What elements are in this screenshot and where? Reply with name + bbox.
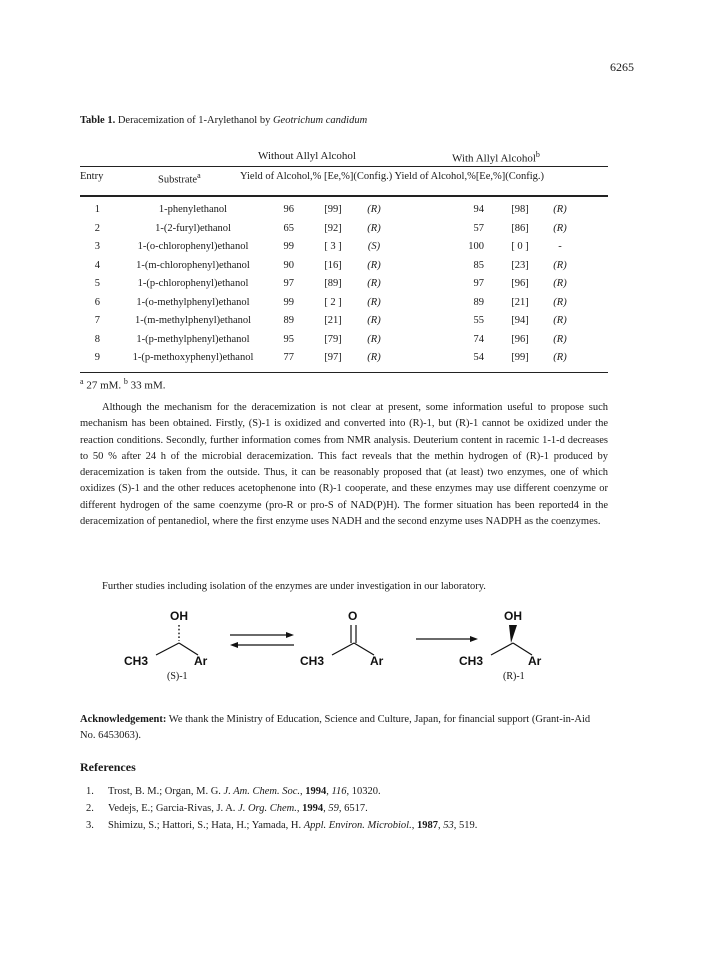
cell-cf1: (R): [367, 222, 381, 234]
table-row: [0, 334, 701, 352]
cell-y1: 96: [283, 204, 294, 215]
acknowledgement-label: Acknowledgement:: [80, 714, 167, 725]
cell-substrate: 1-(m-methylphenyl)ethanol: [134, 315, 252, 326]
table-row: [0, 241, 701, 259]
header-yield: Yield of Alcohol,% [Ee,%](Config.) Yield of Alcohol,%[Ee,%](Config.): [240, 171, 545, 182]
reference-item: [86, 786, 381, 797]
cell-entry: 6: [94, 296, 100, 308]
cell-ee2: [98]: [511, 204, 529, 215]
cell-entry: 1: [94, 204, 100, 215]
header-with-allyl-sup: b: [535, 150, 540, 159]
cell-cf2: (R): [553, 315, 567, 326]
header-with-allyl: With Allyl Alcohol$^b$: [452, 150, 540, 165]
reference-pages: , 519.: [453, 820, 478, 831]
scheme-ch3-middle: CH3: [300, 654, 325, 668]
reference-authors: Shimizu, S.; Hattori, S.; Hata, H.; Yamada, H.: [108, 820, 304, 831]
cell-substrate: 1-(2-furyl)ethanol: [155, 222, 231, 234]
cell-substrate: 1-(o-chlorophenyl)ethanol: [137, 241, 249, 252]
cell-ee2: [ 0 ]: [511, 241, 529, 252]
cell-ee1: [99]: [324, 204, 342, 215]
cell-entry: 2: [94, 222, 100, 234]
cell-ee2: [23]: [511, 259, 529, 271]
cell-y1: 95: [283, 333, 294, 345]
table-row: [0, 204, 701, 222]
cell-substrate: 1-(m-chlorophenyl)ethanol: [136, 259, 250, 271]
cell-entry: 4: [94, 259, 100, 271]
cell-cf2: (R): [553, 204, 567, 215]
table-top-rule: [80, 166, 608, 167]
cell-ee2: [96]: [511, 278, 529, 289]
body-paragraph-1: Although the mechanism for the deracemization is not clear at present, some information useful to propose such mechanism has been obtained. Firstly, (S)-1 is oxidized and converted into (R)-1, but (R)-1 cannot be oxidized under the reaction conditions. Secondly, further information comes from NMR analysis. Deuterium content in racemic 1-1-d decreases to 50 % after 24 h of the microbial deracemization. This fact reveals that the methin hydrogen of (R)-1 produced by deracemization is taken from the outside. Thus, it can be reasonably proposed that (at least) two enzymes, one of which oxidizes (S)-1 and the other reduces acetophenone into (R)-1 cooperate, and these enzymes may use different coenzyme or different hydrogen of the same coenzyme (pro-R or pro-S of NAD(P)H). The former situation has been reported4 in the deracemization of pentanediol, where the first enzyme uses NADH and the second enzyme uses NADPH as the coenzymes.: [80, 402, 608, 528]
reference-journal: Appl. Environ. Microbiol.: [303, 820, 412, 831]
cell-y1: 77: [283, 352, 294, 363]
reference-item: [86, 803, 368, 814]
table-caption-label: Table 1.: [80, 115, 116, 126]
footnote-b-mark: b: [123, 377, 128, 386]
reference-vol: 59: [328, 803, 339, 814]
scheme-oh-right: OH: [504, 609, 522, 623]
header-without-allyl: Without Allyl Alcohol: [258, 150, 356, 162]
reference-sep: ,: [411, 820, 417, 831]
cell-substrate: 1-(p-methoxyphenyl)ethanol: [132, 352, 254, 363]
reference-year: 1987: [416, 820, 438, 831]
cell-y2: 94: [473, 204, 484, 215]
cell-y1: 99: [283, 241, 294, 252]
footnote-b-text: 33 mM.: [127, 379, 166, 392]
cell-cf2: (R): [553, 352, 567, 363]
cell-cf1: (R): [367, 204, 381, 215]
reference-comma: ,: [323, 803, 329, 814]
cell-cf1: (R): [367, 333, 381, 345]
cell-y1: 99: [283, 296, 294, 308]
references-title: References: [80, 760, 136, 774]
reference-num: 1.: [86, 786, 94, 797]
reference-year: 1994: [305, 786, 327, 797]
cell-entry: 7: [94, 315, 100, 326]
arrow-forward-head: [286, 632, 294, 638]
scheme-ar-right: Ar: [528, 654, 542, 668]
table-footnote: [80, 377, 166, 392]
cell-entry: 5: [94, 278, 100, 289]
cell-ee1: [16]: [324, 259, 342, 271]
cell-substrate: 1-(p-methylphenyl)ethanol: [136, 333, 250, 345]
cell-ee1: [97]: [324, 352, 342, 363]
reference-pages: , 6517.: [338, 803, 368, 814]
cell-ee1: [21]: [324, 315, 342, 326]
scheme-o-middle: O: [348, 609, 358, 623]
cell-ee1: [ 3 ]: [324, 241, 342, 252]
cell-cf2: (R): [553, 222, 567, 234]
cell-substrate: 1-(p-chlorophenyl)ethanol: [137, 278, 249, 289]
body-paragraph-2: Further studies including isolation of the enzymes are under investigation in our laboratory.: [102, 581, 486, 592]
header-substrate-sup: a: [197, 171, 201, 180]
reference-authors: Trost, B. M.; Organ, M. G.: [108, 786, 224, 797]
table-row: [0, 315, 701, 333]
wedge-bond-right: [509, 625, 517, 643]
cell-cf1: (R): [367, 296, 381, 308]
footnote-a-mark: a: [80, 377, 84, 386]
table-row: [0, 297, 701, 315]
cell-y2: 85: [473, 259, 484, 271]
reaction-scheme: [80, 605, 608, 695]
reference-journal: J. Org. Chem.: [238, 803, 297, 814]
cell-y2: 100: [468, 241, 484, 252]
cell-entry: 3: [94, 241, 100, 252]
cell-cf2: (R): [553, 333, 567, 345]
cell-cf2: (R): [553, 278, 567, 289]
scheme-ar-left: Ar: [194, 654, 208, 668]
cell-cf2: -: [558, 241, 562, 252]
cell-y1: 90: [283, 259, 294, 271]
cell-cf1: (S): [367, 241, 381, 252]
cell-y2: 55: [473, 315, 484, 326]
cell-cf1: (R): [367, 315, 381, 326]
reference-sep: ,: [296, 803, 303, 814]
cell-y2: 97: [473, 278, 484, 289]
cell-ee1: [ 2 ]: [324, 296, 342, 308]
cell-ee2: [99]: [511, 352, 529, 363]
reference-sep: ,: [300, 786, 306, 797]
cell-y2: 54: [473, 352, 484, 363]
cell-ee2: [21]: [511, 296, 529, 308]
bond-right-ch3: [491, 643, 513, 655]
cell-entry: 9: [94, 352, 100, 363]
scheme-label-left: (S)-1: [167, 671, 188, 682]
cell-y1: 65: [283, 222, 294, 234]
bond-left-ch3: [156, 643, 179, 655]
cell-cf1: (R): [367, 352, 381, 363]
cell-y2: 89: [473, 296, 484, 308]
cell-y2: 74: [473, 333, 484, 345]
table-caption: [80, 115, 367, 126]
arrow-back-head: [230, 642, 238, 648]
scheme-oh-left: OH: [170, 609, 188, 623]
cell-y1: 97: [283, 278, 294, 289]
reference-vol: 53: [443, 820, 454, 831]
reference-item: [86, 820, 477, 831]
cell-cf2: (R): [553, 296, 567, 308]
reference-num: 3.: [86, 820, 94, 831]
cell-cf1: (R): [367, 259, 381, 271]
cell-y2: 57: [473, 222, 484, 234]
acknowledgement: [80, 712, 608, 744]
page-number: 6265: [610, 60, 634, 74]
cell-ee2: [86]: [511, 222, 529, 234]
cell-cf2: (R): [553, 259, 567, 271]
reference-comma: ,: [326, 786, 332, 797]
reference-pages: , 10320.: [346, 786, 381, 797]
table-caption-organism: Geotrichum candidum: [272, 115, 368, 126]
cell-y1: 89: [283, 315, 294, 326]
reference-vol: 116: [331, 786, 347, 797]
scheme-label-right: (R)-1: [503, 671, 525, 682]
scheme-ar-middle: Ar: [370, 654, 384, 668]
reference-journal: J. Am. Chem. Soc.: [223, 786, 301, 797]
header-entry: Entry: [80, 171, 104, 182]
header-substrate: Substrate$^a$: [158, 171, 201, 186]
reference-year: 1994: [302, 803, 324, 814]
reference-authors: Vedejs, E.; Garcia-Rivas, J. A.: [108, 803, 239, 814]
cell-ee1: [79]: [324, 333, 342, 345]
table-bottom-rule: [80, 372, 608, 373]
table-caption-text: Deracemization of 1-Arylethanol by: [115, 115, 273, 126]
cell-substrate: 1-(o-methylphenyl)ethanol: [136, 296, 250, 308]
table-row: [0, 352, 701, 370]
reference-comma: ,: [437, 820, 444, 831]
arrow-reduction-head: [470, 636, 478, 642]
footnote-a-text: 27 mM.: [83, 379, 124, 392]
cell-ee1: [89]: [324, 278, 342, 289]
table-row: [0, 260, 701, 278]
cell-ee2: [94]: [511, 315, 529, 326]
table-header-rule: [80, 195, 608, 197]
cell-entry: 8: [94, 333, 100, 345]
table-row: [0, 278, 701, 296]
cell-cf1: (R): [367, 278, 381, 289]
cell-ee2: [96]: [511, 333, 529, 345]
scheme-ch3-right: CH3: [459, 654, 484, 668]
acknowledgement-text: We thank the Ministry of Education, Science and Culture, Japan, for financial support (Grant-in-Aid No. 6453063).: [80, 714, 591, 741]
cell-substrate: 1-phenylethanol: [158, 204, 228, 215]
scheme-ch3-left: CH3: [124, 654, 149, 668]
cell-ee1: [92]: [324, 222, 342, 234]
bond-middle-ch3: [332, 643, 354, 655]
reference-num: 2.: [86, 803, 94, 814]
table-row: [0, 223, 701, 241]
